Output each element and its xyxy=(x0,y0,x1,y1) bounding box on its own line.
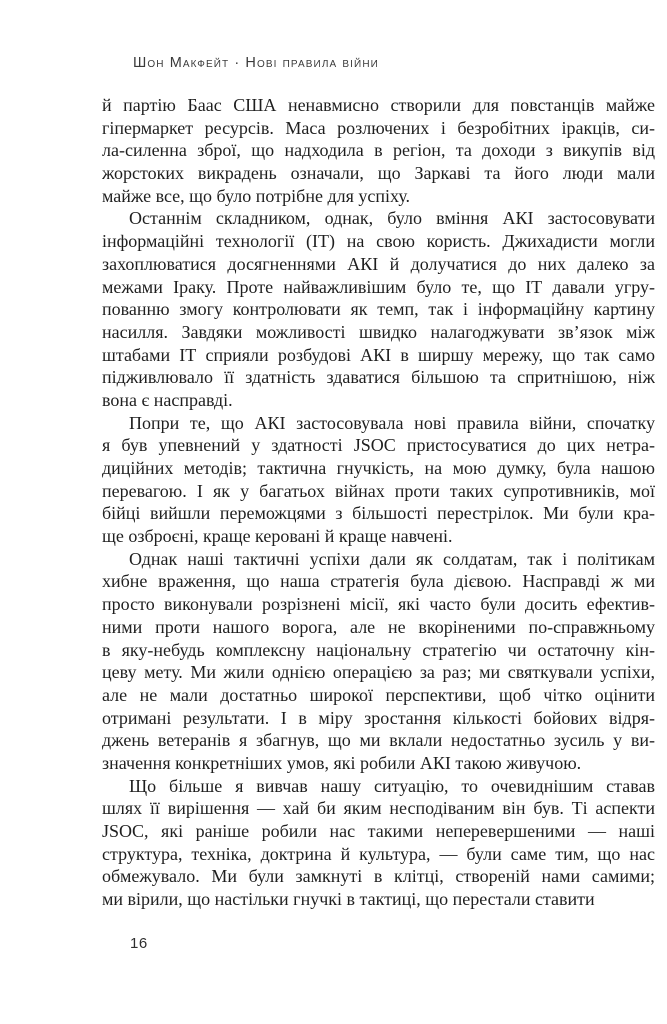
text-line: хибне враження, що наша стратегія була дієвою. Насправді ж ми xyxy=(102,571,655,592)
text-line: ми вірили, що настільки гнучкі в тактиці, що перестали ставити xyxy=(102,889,595,910)
text-line: штабами ІТ сприяли розбудові АКІ в ширшу мережу, що так само xyxy=(102,344,655,365)
text-line: Однак наші тактичні успіхи дали як солдатам, так і політикам xyxy=(129,548,655,569)
text-line: JSOC, які раніше робили нас такими неперевершеними — наші xyxy=(102,821,655,841)
text-line: ще озброєні, краще керовані й краще навчені. xyxy=(102,526,453,547)
text-line: ними проти нашого ворога, але не вкоріненими по-справжньому xyxy=(102,616,655,637)
text-line: Попри те, що АКІ застосовувала нові правила війни, спочатку xyxy=(129,412,655,433)
text-line: цеву мету. Ми жили однією операцією за раз; ми святкували успіхи, xyxy=(102,662,655,683)
text-line: обмежувало. Ми були замкнуті в клітці, створеній нами самими; xyxy=(102,866,655,887)
text-line: насилля. Завдяки можливості швидко налагоджувати зв’язок між xyxy=(102,321,655,342)
text-line: диційних методів; тактична гнучкість, на мою думку, була нашою xyxy=(102,458,655,478)
text-line: джень ветеранів я збагнув, що ми вклали недостатньо зусиль у ви- xyxy=(102,730,655,751)
text-line: отримані результати. І в міру зростання кількості бойових відря- xyxy=(102,707,655,728)
text-line: просто виконували розрізнені місії, які часто були досить ефектив- xyxy=(102,594,655,615)
text-block xyxy=(102,94,655,911)
text-line: структура, техніка, доктрина й культура, — були саме тим, що нас xyxy=(102,843,655,864)
paragraph xyxy=(102,775,655,911)
text-line: межами Іраку. Проте найважливішим було те, що ІТ давали угру- xyxy=(102,276,655,297)
text-line: пованню змогу контролювати як темп, так і інформаційну картину xyxy=(102,299,655,320)
text-line: жорстоких викрадень означали, що Заркаві та його люди мали xyxy=(102,163,655,184)
text-line: перевагою. І як у багатьох війнах проти таких супротивників, мої xyxy=(102,480,655,501)
text-line: значення конкретніших умов, які робили АКІ такою живучою. xyxy=(102,752,582,773)
text-line: Останнім складником, однак, було вміння АКІ застосовувати xyxy=(129,208,655,229)
text-line: підживлювало її здатність здаватися більшою та спритнішою, ніж xyxy=(102,367,655,388)
text-line: бійці вийшли переможцями з більшості перестрілок. Ми були кра- xyxy=(102,503,655,524)
running-header: Шон Макфейт · Нові правила війни xyxy=(133,55,379,71)
text-line: вона є насправді. xyxy=(102,389,233,410)
text-line: інформаційні технології (ІТ) на свою користь. Джихадисти могли xyxy=(102,231,655,252)
text-line: ла-силенна зброї, що надходила в регіон, та доходи з викупів від xyxy=(102,140,655,161)
text-line: й партію Баас США ненавмисно створили для повстанців майже xyxy=(102,95,655,115)
text-line: гіпермаркет ресурсів. Маса розлючених і безробітних іракців, си- xyxy=(102,117,655,138)
page-number: 16 xyxy=(130,935,148,952)
paragraph xyxy=(102,94,655,207)
text-line: Що більше я вивчав нашу ситуацію, то очевиднішим ставав xyxy=(129,775,655,796)
paragraph xyxy=(102,412,655,548)
paragraph xyxy=(102,548,655,775)
paragraph xyxy=(102,207,655,411)
text-line: шлях її вирішення — хай би яким несподіваним він був. Ті аспекти xyxy=(102,798,655,819)
text-line: захоплюватися досягненнями АКІ й долучатися до них далеко за xyxy=(102,253,655,274)
text-line: майже все, що було потрібне для успіху. xyxy=(102,185,411,206)
text-line: в яку-небудь комплексну національну стратегію чи остаточну кін- xyxy=(102,639,655,660)
text-line: але не мали достатньо широкої перспективи, щоб чітко оцінити xyxy=(102,684,655,705)
text-line: я був упевнений у здатності JSOC пристосуватися до цих нетра- xyxy=(102,435,655,456)
